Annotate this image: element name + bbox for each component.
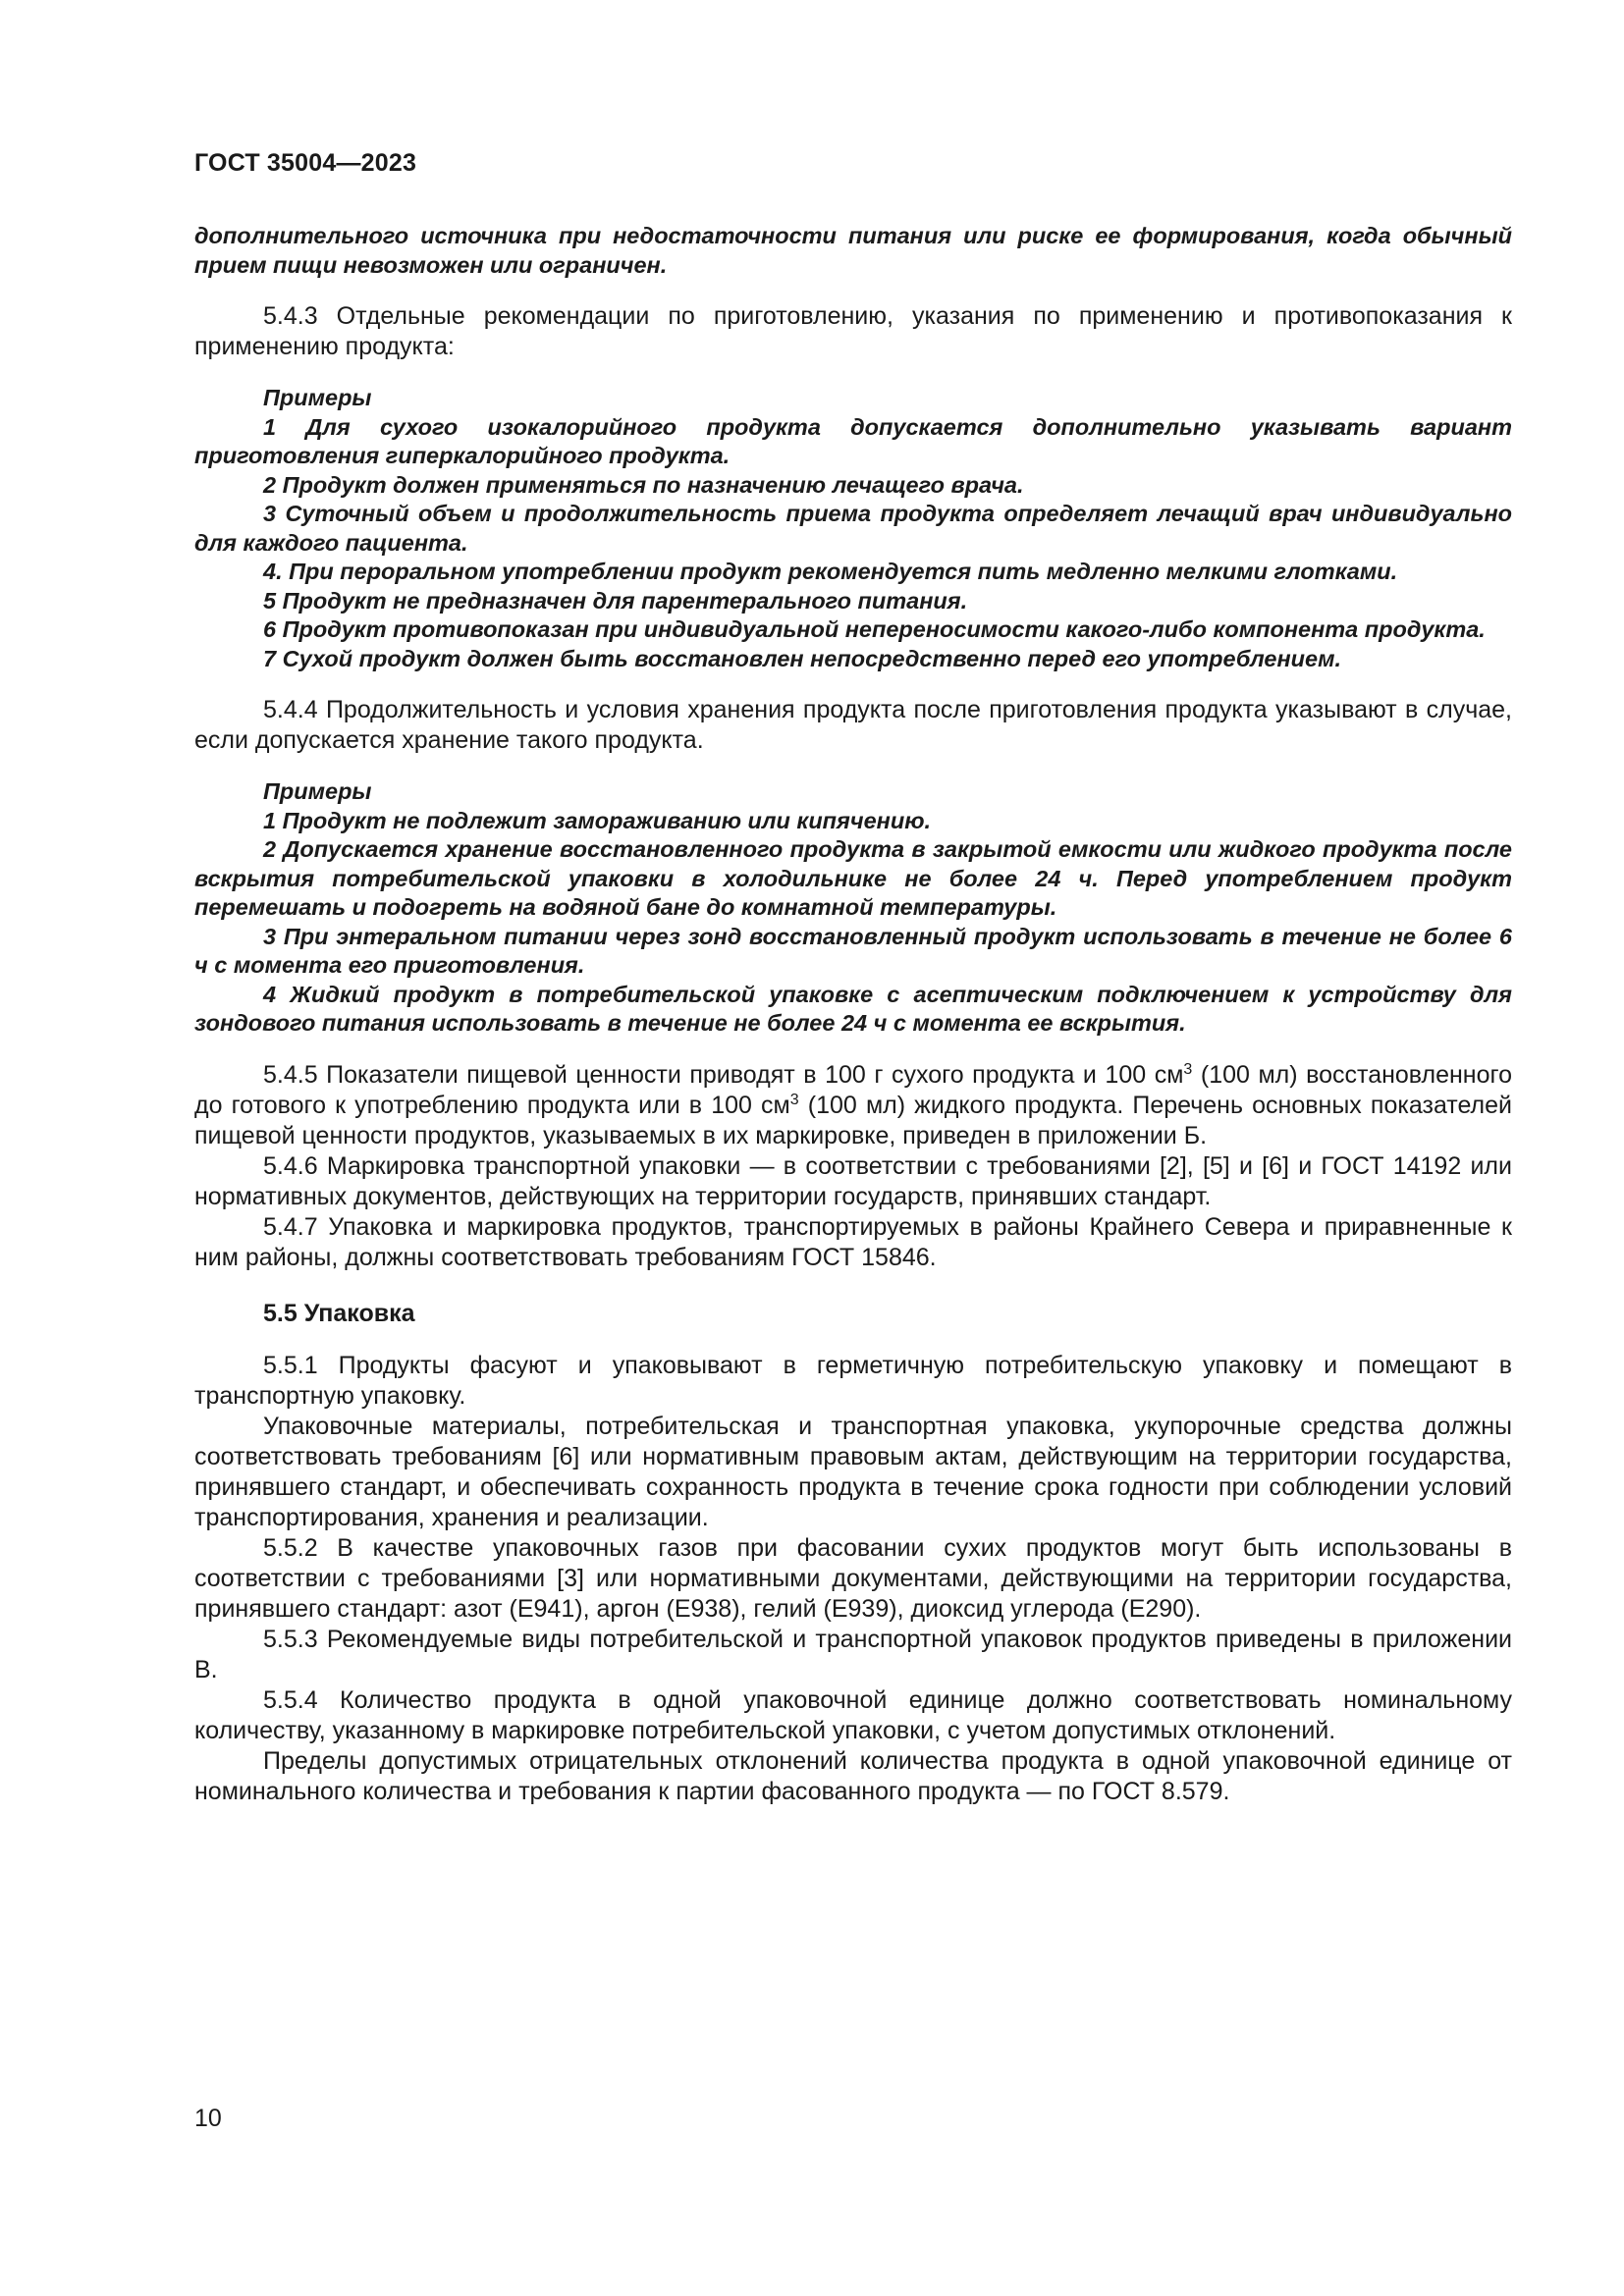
note-continuation: дополнительного источника при недостаточности питания или риске ее формирования, когда обычный прием пищи невозможен или ограничен. — [194, 223, 1512, 278]
paragraph-5-5-1-b: Упаковочные материалы, потребительская и транспортная упаковка, укупорочные средства должны соответствовать требованиям [6] или нормативным правовым актам, действующим на территории государства, принявшего стандарт, и обеспечивать сохранность продукта в течение срока годности при соблюдении условий транспортирования, хранения и реализации. — [194, 1412, 1512, 1531]
examples-block-2 — [194, 777, 1512, 1039]
document-body — [194, 222, 1512, 1807]
example-item: 2 Допускается хранение восстановленного продукта в закрытой емкости или жидкого продукта после вскрытия потребительской упаковки в холодильнике не более 24 ч. Перед употреблением продукт перемешать и подогреть на водяной бане до комнатной температуры. — [194, 836, 1512, 920]
paragraph-5-5-1: 5.5.1 Продукты фасуют и упаковывают в герметичную потребительскую упаковку и помещают в транспортную упаковку. — [194, 1351, 1512, 1410]
example-item: 4. При пероральном употреблении продукт рекомендуется пить медленно мелкими глотками. — [263, 559, 1398, 584]
paragraph-5-5-4: 5.5.4 Количество продукта в одной упаковочной единице должно соответствовать номинальному количеству, указанному в маркировке потребительской упаковки, с учетом допустимых отклонений. — [194, 1685, 1512, 1744]
section-title-5-5: 5.5 Упаковка — [263, 1299, 415, 1327]
superscript: 3 — [1183, 1060, 1193, 1078]
example-item: 1 Для сухого изокалорийного продукта допускается дополнительно указывать вариант приготовления гиперкалорийного продукта. — [194, 413, 1512, 468]
examples-block-1 — [194, 384, 1512, 673]
text-fragment: (100 мл) восстановленного до готового к употреблению продукта или в 100 см — [194, 1060, 1512, 1119]
example-item: 4 Жидкий продукт в потребительской упаковке с асептическим подключением к устройству для зондового питания использовать в течение не более 24 ч с момента ее вскрытия. — [194, 981, 1512, 1036]
example-item: 1 Продукт не подлежит замораживанию или кипячению. — [263, 807, 932, 833]
superscript: 3 — [789, 1091, 799, 1108]
example-item: 3 При энтеральном питании через зонд восстановленный продукт использовать в течение не более 6 ч с момента его приготовления. — [194, 923, 1512, 978]
example-item: 3 Суточный объем и продолжительность приема продукта определяет лечащий врач индивидуально для каждого пациента. — [194, 501, 1512, 556]
example-item: 6 Продукт противопоказан при индивидуальной непереносимости какого-либо компонента продукта. — [263, 616, 1486, 642]
text-fragment: 5.4.5 Показатели пищевой ценности приводят в 100 г сухого продукта и 100 см — [263, 1060, 1184, 1089]
paragraph-5-4-5 — [194, 1060, 1512, 1151]
example-item: 5 Продукт не предназначен для парентерального питания. — [263, 587, 968, 614]
paragraph-5-4-3: 5.4.3 Отдельные рекомендации по приготовлению, указания по применению и противопоказания к применению продукта: — [194, 302, 1512, 360]
paragraph-5-4-4: 5.4.4 Продолжительность и условия хранения продукта после приготовления продукта указывают в случае, если допускается хранение такого продукта. — [194, 696, 1512, 754]
document-header: ГОСТ 35004—2023 — [194, 149, 417, 177]
example-item: 7 Сухой продукт должен быть восстановлен непосредственно перед его употреблением. — [263, 645, 1341, 671]
examples-title: Примеры — [263, 385, 372, 410]
example-item: 2 Продукт должен применяться по назначению лечащего врача. — [263, 471, 1024, 498]
paragraph-5-5-3: 5.5.3 Рекомендуемые виды потребительской и транспортной упаковок продуктов приведены в приложении В. — [194, 1625, 1512, 1683]
page-number: 10 — [194, 2105, 222, 2132]
paragraph-5-5-4-b: Пределы допустимых отрицательных отклонений количества продукта в одной упаковочной единице от номинального количества и требования к партии фасованного продукта — по ГОСТ 8.579. — [194, 1746, 1512, 1805]
paragraph-5-4-6: 5.4.6 Маркировка транспортной упаковки — в соответствии с требованиями [2], [5] и [6] и ГОСТ 14192 или нормативных документов, действующих на территории государств, принявших стандарт. — [194, 1151, 1512, 1210]
examples-title: Примеры — [263, 778, 372, 804]
text-fragment: (100 мл) жидкого продукта. Перечень основных показателей пищевой ценности продуктов, указываемых в их маркировке, приведен в приложении Б. — [194, 1091, 1512, 1149]
paragraph-5-5-2: 5.5.2 В качестве упаковочных газов при фасовании сухих продуктов могут быть использованы в соответствии с требованиями [3] или нормативными документами, действующими на территории государства, принявшего стандарт: азот (E941), аргон (E938), гелий (E939), диоксид углерода (E290). — [194, 1533, 1512, 1623]
paragraph-5-4-7: 5.4.7 Упаковка и маркировка продуктов, транспортируемых в районы Крайнего Севера и приравненные к ним районы, должны соответствовать требованиям ГОСТ 15846. — [194, 1212, 1512, 1271]
